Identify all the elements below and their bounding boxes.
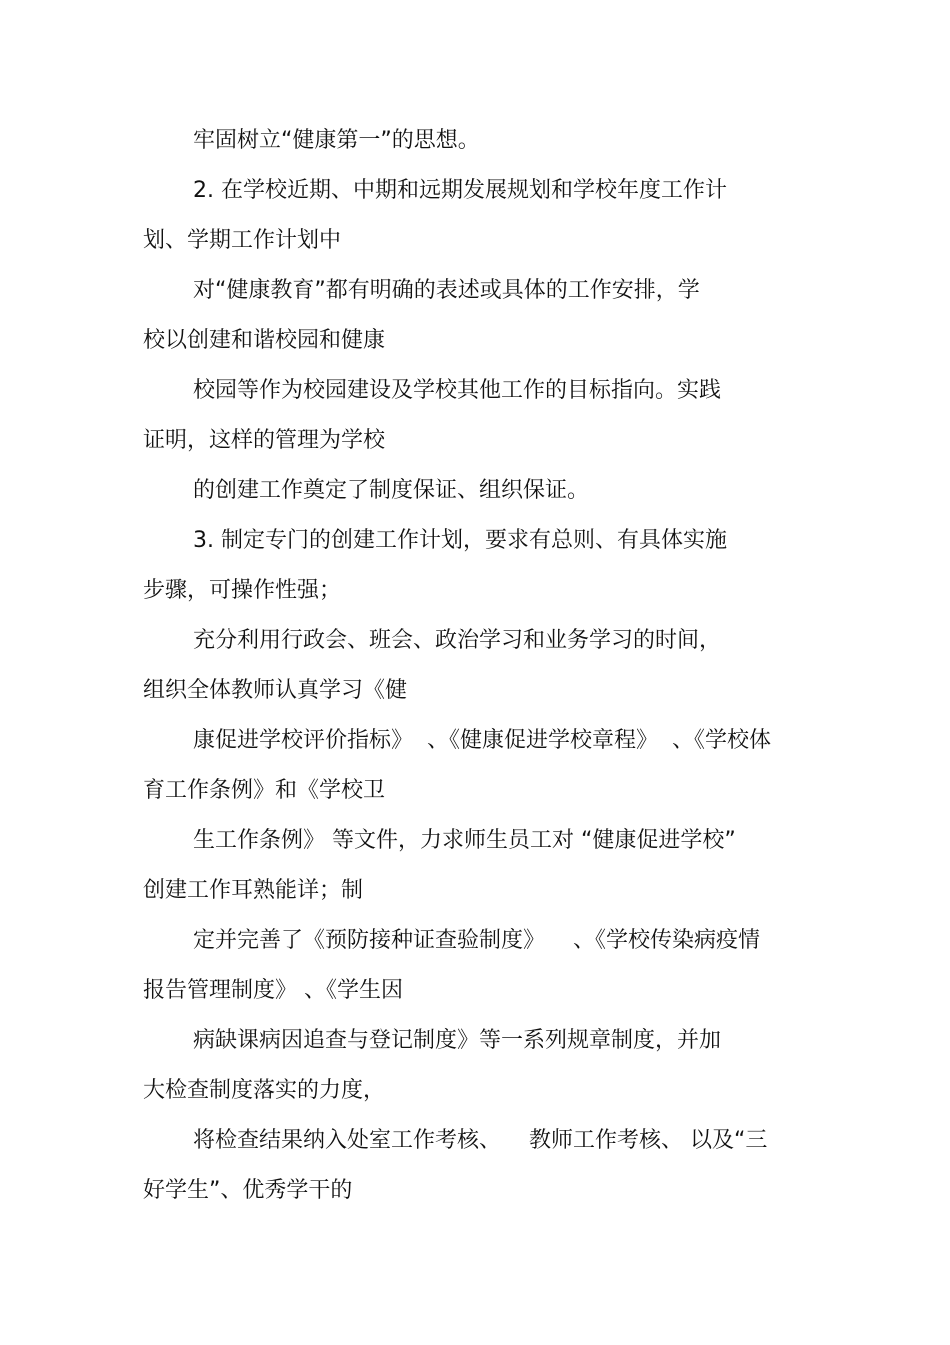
paragraph-7-line-2: 组织全体教师认真学习《健 bbox=[143, 678, 408, 703]
paragraph-11-line-1: 病缺课病因追查与登记制度》等一系列规章制度，并加 bbox=[193, 1028, 722, 1053]
paragraph-10-line-2: 报告管理制度》 、《学生因 bbox=[143, 978, 403, 1003]
paragraph-8-line-2: 育工作条例》和《学校卫 bbox=[143, 778, 386, 803]
paragraph-9-line-1: 生工作条例》 等文件，力求师生员工对 “健康促进学校” bbox=[193, 828, 736, 853]
paragraph-7-line-1: 充分利用行政会、班会、政治学习和业务学习的时间， bbox=[193, 628, 722, 653]
paragraph-5-line-1: 的创建工作奠定了制度保证、组织保证。 bbox=[193, 478, 590, 503]
paragraph-4-line-2: 证明，这样的管理为学校 bbox=[143, 428, 386, 453]
paragraph-1-line-1: 牢固树立“健康第一”的思想。 bbox=[193, 128, 480, 153]
paragraph-6-line-2: 步骤，可操作性强； bbox=[143, 578, 342, 603]
paragraph-12-line-2: 好学生”、优秀学干的 bbox=[143, 1178, 353, 1203]
paragraph-9-line-2: 创建工作耳熟能详；制 bbox=[143, 878, 364, 903]
paragraph-10-line-1: 定并完善了《预防接种证查验制度》 、《学校传染病疫情 bbox=[193, 928, 760, 953]
paragraph-8-line-1: 康促进学校评价指标》 、《健康促进学校章程》 、《学校体 bbox=[193, 728, 771, 753]
paragraph-12-line-1: 将检查结果纳入处室工作考核、 教师工作考核、 以及“三 bbox=[193, 1128, 768, 1153]
paragraph-4-line-1: 校园等作为校园建设及学校其他工作的目标指向。实践 bbox=[193, 378, 722, 403]
paragraph-6-line-1: 3. 制定专门的创建工作计划，要求有总则、有具体实施 bbox=[193, 528, 727, 553]
paragraph-2-line-1: 2. 在学校近期、中期和远期发展规划和学校年度工作计 bbox=[193, 178, 727, 203]
paragraph-3-line-2: 校以创建和谐校园和健康 bbox=[143, 328, 386, 353]
paragraph-3-line-1: 对“健康教育”都有明确的表述或具体的工作安排，学 bbox=[193, 278, 700, 303]
paragraph-11-line-2: 大检查制度落实的力度， bbox=[143, 1078, 386, 1103]
paragraph-2-line-2: 划、学期工作计划中 bbox=[143, 228, 342, 253]
